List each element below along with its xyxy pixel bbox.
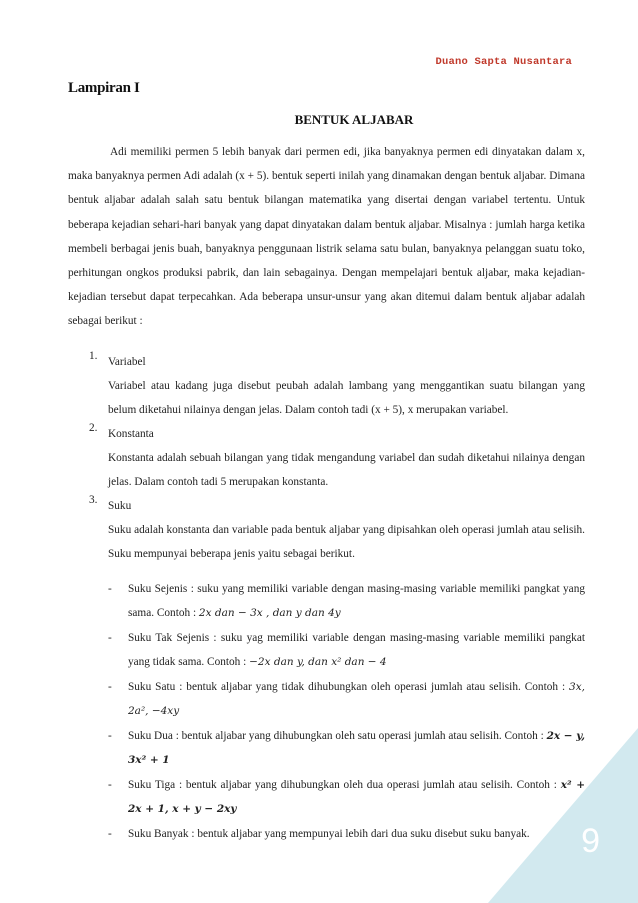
corner-decoration <box>488 728 638 903</box>
list-number: 2. <box>89 422 98 434</box>
example-formula: 3x, 2a², −4xy <box>128 681 585 717</box>
example-formula: 2x − y, 3x² + 1 <box>128 730 585 766</box>
sub-item-text: Suku Dua : bentuk aljabar yang dihubungkan oleh satu operasi jumlah atau selisih. Contoh : <box>128 730 547 742</box>
list-item-konstanta <box>68 422 585 494</box>
list-item-heading: Variabel <box>108 356 146 368</box>
header-brand: Duano Sapta Nusantara <box>435 56 572 68</box>
dash-bullet: - <box>108 779 112 791</box>
list-number: 1. <box>89 350 98 362</box>
list-item-suku <box>68 494 585 566</box>
sub-item-text: Suku Tak Sejenis : suku yag memiliki variable dengan masing-masing variable memiliki pangkat yang tidak sama. Contoh : <box>128 632 585 668</box>
list-item-body: Konstanta adalah sebuah bilangan yang tidak mengandung variabel dan sudah diketahui nilainya dengan jelas. Dalam contoh tadi 5 merupakan konstanta. <box>108 452 585 488</box>
sub-item-text: Suku Sejenis : suku yang memiliki variable dengan masing-masing variable memiliki pangkat yang sama. Contoh : <box>128 583 585 619</box>
page-number: 9 <box>581 822 600 860</box>
list-number: 3. <box>89 494 98 506</box>
dash-bullet: - <box>108 828 112 840</box>
example-formula: x² + 2x + 1, x + y − 2xy <box>128 779 585 815</box>
dash-bullet: - <box>108 730 112 742</box>
dash-bullet: - <box>108 681 112 693</box>
list-item-heading: Konstanta <box>108 428 154 440</box>
list-item-body: Variabel atau kadang juga disebut peubah adalah lambang yang menggantikan suatu bilangan yang belum diketahui nilainya dengan jelas. Dalam contoh tadi (x + 5), x merupakan variabel. <box>108 380 585 416</box>
list-item-body: Suku adalah konstanta dan variable pada bentuk aljabar yang dipisahkan oleh operasi jumlah atau selisih. Suku mempunyai beberapa jenis yaitu sebagai berikut. <box>108 524 585 560</box>
sub-item-text: Suku Banyak : bentuk aljabar yang mempunyai lebih dari dua suku disebut suku banyak. <box>128 828 530 840</box>
sub-item-suku-satu <box>108 676 585 723</box>
page-title: BENTUK ALJABAR <box>294 112 414 127</box>
list-item-heading: Suku <box>108 500 132 512</box>
intro-paragraph: Adi memiliki permen 5 lebih banyak dari permen edi, jika banyaknya permen edi dinyatakan dalam x, maka banyaknya permen Adi adalah (x + 5). bentuk seperti inilah yang dinamakan dengan bentuk aljabar. Dimana bentuk aljabar adalah salah satu bentuk bilangan matematika yang disertai dengan variabel tertentu. Untuk beberapa kejadian sehari-hari banyak yang dapat dinyatakan dalam bentuk aljabar. Misalnya : jumlah harga ketika membeli berbagai jenis buah, banyaknya penggunaan listrik selama satu bulan, banyaknya pelanggan suatu toko, perhitungan ongkos produksi pabrik, dan lain sebagainya. Dengan mempelajari bentuk aljabar, maka kejadian-kejadian tersebut dapat terpecahkan. Ada beberapa unsur-unsur yang akan ditemui dalam bentuk aljabar adalah sebagai berikut : <box>68 146 585 328</box>
sub-item-text: Suku Tiga : bentuk aljabar yang dihubungkan oleh dua operasi jumlah atau selisih. Contoh : <box>128 779 561 791</box>
sub-item-text: Suku Satu : bentuk aljabar yang tidak dihubungkan oleh operasi jumlah atau selisih. Contoh : <box>128 681 570 693</box>
list-item-variabel <box>68 350 585 422</box>
example-formula: −2x dan y, dan x² dan − 4 <box>249 655 387 668</box>
dash-bullet: - <box>108 632 112 644</box>
sub-item-suku-tak-sejenis <box>108 627 585 674</box>
dash-bullet: - <box>108 583 112 595</box>
section-heading: Lampiran I <box>68 80 140 96</box>
sub-item-suku-sejenis <box>108 578 585 625</box>
example-formula: 2x dan − 3x , dan y dan 4y <box>198 606 341 619</box>
